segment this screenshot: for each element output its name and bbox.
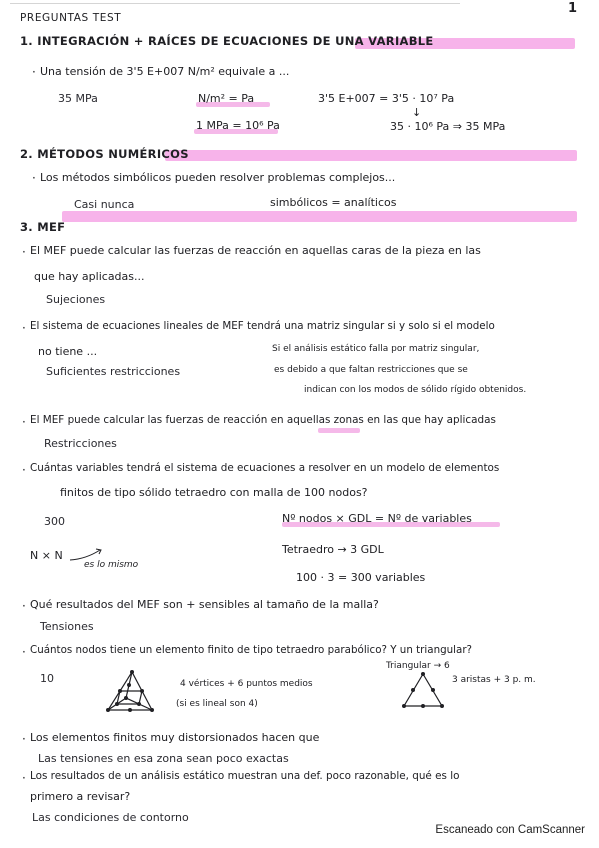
page-number: 1 [568, 1, 578, 16]
answer-s2-1: Casi nunca [74, 198, 135, 211]
question-s3-6: Cuántos nodos tiene un elemento finito de tipo tetraedro parabólico? Y un triangular? [30, 644, 473, 656]
bullet: · [22, 599, 26, 613]
scan-edge-marks [10, 0, 460, 4]
note-s3-6-line1: 4 vértices + 6 puntos medios [180, 679, 313, 689]
tetrahedron-sketch-icon [102, 668, 160, 720]
bullet: · [22, 771, 26, 785]
note-s1-1: N/m² = Pa [198, 92, 255, 105]
note-s3-6-triangular: Triangular → 6 [386, 661, 450, 671]
bullet: · [22, 732, 26, 746]
note-s3-4-line1: Nº nodos × GDL = Nº de variables [282, 512, 472, 525]
word-underline [318, 428, 360, 433]
question-s3-1-line2: que hay aplicadas... [34, 270, 145, 283]
note-s2-1: simbólicos = analíticos [270, 196, 397, 209]
note-s3-2-line1: Si el análisis estático falla por matriz singular, [272, 344, 480, 354]
note-s3-2-line2: es debido a que faltan restricciones que se [274, 365, 468, 375]
arrow-down: ↓ [412, 106, 422, 119]
section-2-heading: 2. MÉTODOS NUMÉRICOS [20, 147, 189, 161]
bullet: · [22, 321, 26, 335]
bullet: · [32, 65, 36, 79]
note-s3-4-line2: Tetraedro → 3 GDL [282, 543, 384, 556]
answer-s3-3: Restricciones [44, 437, 117, 450]
note-same: es lo mismo [84, 560, 139, 570]
answer-s3-2: Suficientes restricciones [46, 365, 181, 378]
answer-s3-4: 300 [44, 515, 65, 528]
note-s3-6-line2: (si es lineal son 4) [176, 699, 258, 709]
question-s2-1: Los métodos simbólicos pueden resolver problemas complejos... [40, 171, 396, 184]
triangle-sketch-icon [400, 670, 446, 710]
bullet: · [22, 245, 26, 259]
bullet: · [32, 171, 36, 185]
question-s3-4-line1: Cuántas variables tendrá el sistema de ecuaciones a resolver en un modelo de elementos [30, 462, 500, 474]
question-s3-8-line2: primero a revisar? [30, 790, 131, 803]
answer-s3-6: 10 [40, 672, 54, 685]
bullet: · [22, 645, 26, 659]
note-s3-6-triangle: 3 aristas + 3 p. m. [452, 675, 536, 685]
question-s3-2-line1: El sistema de ecuaciones lineales de MEF tendrá una matriz singular si y solo si el modelo [30, 320, 495, 332]
section-2-highlight [165, 150, 577, 161]
question-s3-8-line1: Los resultados de un análisis estático muestran una def. poco razonable, qué es lo [30, 770, 460, 782]
section-3-heading: 3. MEF [20, 220, 66, 234]
note-s3-2-line3: indican con los modos de sólido rígido obtenidos. [304, 385, 527, 395]
bullet: · [22, 463, 26, 477]
question-s3-3: El MEF puede calcular las fuerzas de reacción en aquellas zonas en las que hay aplicadas [30, 414, 496, 426]
question-s1-1: Una tensión de 3'5 E+007 N/m² equivale a ... [40, 65, 290, 78]
note-s1-5: 35 · 10⁶ Pa ⇒ 35 MPa [390, 120, 506, 133]
page-title: PREGUNTAS TEST [20, 12, 122, 24]
question-s3-4-line2: finitos de tipo sólido tetraedro con malla de 100 nodos? [60, 486, 368, 499]
section-1-heading: 1. INTEGRACIÓN + RAÍCES DE ECUACIONES DE UNA VARIABLE [20, 34, 434, 48]
answer-s3-8: Las condiciones de contorno [32, 811, 189, 824]
section-3-highlight [62, 211, 577, 222]
question-s3-5: Qué resultados del MEF son + sensibles al tamaño de la malla? [30, 598, 379, 611]
note-s1-2: 1 MPa = 10⁶ Pa [196, 119, 280, 132]
answer-s3-5: Tensiones [40, 620, 94, 633]
note-s1-3: 3'5 E+007 = 3'5 · 10⁷ Pa [318, 92, 455, 105]
bullet: · [22, 415, 26, 429]
note-nxn: N × N [30, 549, 63, 562]
question-s3-2-line2: no tiene ... [38, 345, 98, 358]
question-s3-1-line1: El MEF puede calcular las fuerzas de reacción en aquellas caras de la pieza en las [30, 244, 481, 257]
scanner-watermark: Escaneado con CamScanner [435, 824, 585, 836]
answer-s1-1: 35 MPa [58, 92, 98, 105]
answer-s3-1: Sujeciones [46, 293, 106, 306]
question-s3-7: Los elementos finitos muy distorsionados hacen que [30, 731, 320, 744]
answer-s3-7: Las tensiones en esa zona sean poco exactas [38, 752, 289, 765]
note-s3-4-line3: 100 · 3 = 300 variables [296, 571, 426, 584]
